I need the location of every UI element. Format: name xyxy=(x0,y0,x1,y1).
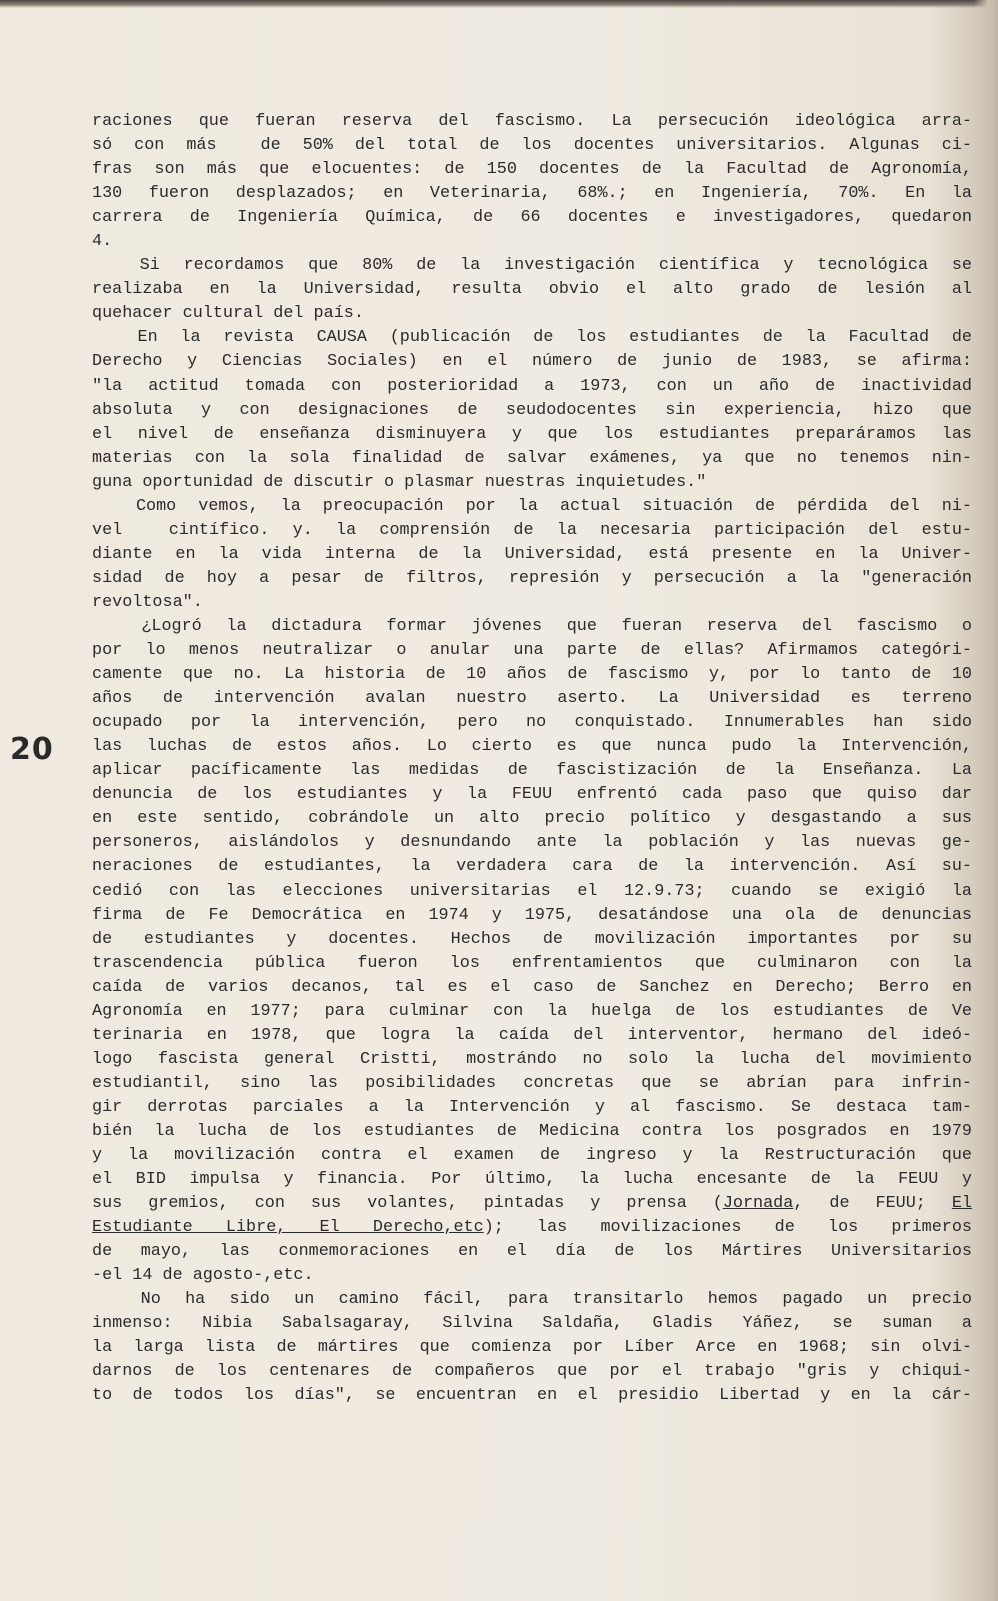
text-line xyxy=(92,1096,972,1120)
text-run: ); las movilizaciones de los primeros xyxy=(483,1218,972,1238)
text-line xyxy=(92,471,972,495)
text-line xyxy=(92,1072,972,1096)
text-line xyxy=(92,976,972,1000)
text-run: No ha sido un camino fácil, para transitarlo hemos pagado un precio xyxy=(92,1290,972,1310)
text-line xyxy=(92,134,972,158)
text-run: caída de varios decanos, tal es el caso de Sanchez en Derecho; Berro en xyxy=(92,977,972,997)
underlined-title: Jornada xyxy=(722,1194,794,1214)
text-line xyxy=(92,1312,972,1336)
text-line xyxy=(92,543,972,567)
text-run: firma de Fe Democrática en 1974 y 1975, desatándose una ola de denuncias xyxy=(92,905,972,925)
text-line xyxy=(92,591,972,615)
text-run: denuncia de los estudiantes y la FEUU enfrentó cada paso que quiso dar xyxy=(92,785,972,805)
text-run: -el 14 de agosto-,etc. xyxy=(92,1266,314,1286)
text-line xyxy=(92,639,972,663)
text-run: de mayo, las conmemoraciones en el día de los Mártires Universitarios xyxy=(92,1242,972,1262)
text-line xyxy=(92,807,972,831)
text-run: revoltosa". xyxy=(92,592,203,612)
text-run: las luchas de estos años. Lo cierto es que nunca pudo la Intervención, xyxy=(92,737,972,757)
text-line xyxy=(92,615,972,639)
text-line xyxy=(92,928,972,952)
text-line xyxy=(92,1024,972,1048)
text-run: Si recordamos que 80% de la investigación científica y tecnológica se xyxy=(92,256,972,276)
text-run: materias con la sola finalidad de salvar exámenes, ya que no tenemos nin- xyxy=(92,448,972,468)
text-line xyxy=(92,1000,972,1024)
text-line xyxy=(92,759,972,783)
body-text xyxy=(92,110,972,1409)
text-run: absoluta y con designaciones de seudodocentes sin experiencia, hizo que xyxy=(92,400,972,420)
text-line xyxy=(92,254,972,278)
text-line xyxy=(92,326,972,350)
text-line xyxy=(92,375,972,399)
text-line xyxy=(92,1240,972,1264)
text-line xyxy=(92,495,972,519)
text-run: aplicar pacíficamente las medidas de fascistización de la Enseñanza. La xyxy=(92,761,972,781)
text-line xyxy=(92,904,972,928)
text-run: personeros, aislándolos y desnundando ante la población y las nuevas ge- xyxy=(92,833,972,853)
text-run: darnos de los centenares de compañeros que por el trabajo "gris y chiqui- xyxy=(92,1362,972,1382)
underlined-title: Estudiante Libre, El Derecho,etc xyxy=(92,1218,484,1238)
text-run: , de FEUU; xyxy=(793,1194,952,1214)
text-run: En la revista CAUSA (publicación de los estudiantes de la Facultad de xyxy=(92,328,972,348)
text-run: ¿Logró la dictadura formar jóvenes que fueran reserva del fascismo o xyxy=(92,616,972,636)
text-run: trascendencia pública fueron los enfrentamientos que culminaron con la xyxy=(92,953,972,973)
text-run: Como vemos, la preocupación por la actual situación de pérdida del ni- xyxy=(92,496,972,516)
text-run: neraciones de estudiantes, la verdadera cara de la intervención. Así su- xyxy=(92,857,972,877)
text-line xyxy=(92,735,972,759)
text-run: la larga lista de mártires que comienza por Líber Arce en 1968; sin olvi- xyxy=(92,1338,972,1358)
text-run: Agronomía en 1977; para culminar con la huelga de los estudiantes de Ve xyxy=(92,1001,972,1021)
text-run: "la actitud tomada con posterioridad a 1973, con un año de inactividad xyxy=(92,376,972,396)
text-line xyxy=(92,567,972,591)
text-line xyxy=(92,663,972,687)
scan-top-edge xyxy=(0,0,998,8)
text-line xyxy=(92,711,972,735)
text-run: por lo menos neutralizar o anular una parte de ellas? Afirmamos categóri- xyxy=(92,641,972,661)
text-line xyxy=(92,1192,972,1216)
text-line xyxy=(92,1288,972,1312)
text-line xyxy=(92,158,972,182)
text-line xyxy=(92,783,972,807)
text-run: inmenso: Nibia Sabalsagaray, Silvina Saldaña, Gladis Yáñez, se suman a xyxy=(92,1314,972,1334)
text-line xyxy=(92,1144,972,1168)
text-run: estudiantil, sino las posibilidades concretas que se abrían para infrin- xyxy=(92,1073,972,1093)
text-line xyxy=(92,302,972,326)
text-run: gir derrotas parciales a la Intervención y al fascismo. Se destaca tam- xyxy=(92,1097,972,1117)
text-run: cedió con las elecciones universitarias el 12.9.73; cuando se exigió la xyxy=(92,881,972,901)
text-run: quehacer cultural del país. xyxy=(92,304,364,324)
text-run: ocupado por la intervención, pero no conquistado. Innumerables han sido xyxy=(92,713,972,733)
text-run: to de todos los días", se encuentran en el presidio Libertad y en la cár- xyxy=(92,1386,972,1406)
scan-right-edge xyxy=(974,0,998,1601)
text-run: fras son más que elocuentes: de 150 docentes de la Facultad de Agronomía, xyxy=(92,160,972,180)
text-run: realizaba en la Universidad, resulta obvio el alto grado de lesión al xyxy=(92,280,972,300)
text-run: sus gremios, con sus volantes, pintadas y prensa ( xyxy=(92,1194,723,1214)
text-run: sidad de hoy a pesar de filtros, represión y persecución a la "generación xyxy=(92,568,972,588)
text-line xyxy=(92,1360,972,1384)
text-run: años de intervención avalan nuestro aserto. La Universidad es terreno xyxy=(92,689,972,709)
text-run: logo fascista general Cristti, mostrándo no solo la lucha del movimiento xyxy=(92,1049,972,1069)
text-run: el BID impulsa y financia. Por último, la lucha encesante de la FEUU y xyxy=(92,1170,972,1190)
text-run: guna oportunidad de discutir o plasmar nuestras inquietudes." xyxy=(92,472,707,492)
text-run: camente que no. La historia de 10 años de fascismo y, por lo tanto de 10 xyxy=(92,665,972,685)
text-line xyxy=(92,230,972,254)
text-line xyxy=(92,182,972,206)
text-run: de estudiantes y docentes. Hechos de movilización importantes por su xyxy=(92,929,972,949)
text-line xyxy=(92,1120,972,1144)
text-run: Derecho y Ciencias Sociales) en el número de junio de 1983, se afirma: xyxy=(92,352,972,372)
text-run: carrera de Ingeniería Química, de 66 docentes e investigadores, quedaron xyxy=(92,208,972,228)
text-line xyxy=(92,1048,972,1072)
text-run: en este sentido, cobrándole un alto precio político y desgastando a sus xyxy=(92,809,972,829)
text-run: el nivel de enseñanza disminuyera y que los estudiantes preparáramos las xyxy=(92,424,972,444)
text-line xyxy=(92,952,972,976)
text-run: só con más de 50% del total de los docentes universitarios. Algunas ci- xyxy=(92,136,972,156)
text-run: terinaria en 1978, que logra la caída del interventor, hermano del ideó- xyxy=(92,1025,972,1045)
text-line xyxy=(92,447,972,471)
text-line xyxy=(92,519,972,543)
text-line xyxy=(92,1168,972,1192)
page-number: 20 xyxy=(10,732,54,767)
text-run: y la movilización contra el examen de ingreso y la Restructuración que xyxy=(92,1146,972,1166)
text-run: diante en la vida interna de la Universidad, está presente en la Univer- xyxy=(92,544,972,564)
text-line xyxy=(92,110,972,134)
text-line xyxy=(92,350,972,374)
text-line xyxy=(92,1336,972,1360)
text-run: bién la lucha de los estudiantes de Medicina contra los posgrados en 1979 xyxy=(92,1121,972,1141)
text-run: 130 fueron desplazados; en Veterinaria, 68%.; en Ingeniería, 70%. En la xyxy=(92,184,972,204)
text-line xyxy=(92,278,972,302)
text-run: vel cintífico. y. la comprensión de la necesaria participación del estu- xyxy=(92,520,972,540)
text-line xyxy=(92,831,972,855)
text-run: raciones que fueran reserva del fascismo. La persecución ideológica arra- xyxy=(92,112,972,131)
text-line xyxy=(92,206,972,230)
text-line xyxy=(92,423,972,447)
text-line xyxy=(92,1264,972,1288)
text-line xyxy=(92,855,972,879)
text-run: 4. xyxy=(92,232,113,252)
underlined-title: El xyxy=(951,1194,972,1214)
text-line xyxy=(92,687,972,711)
text-line xyxy=(92,1384,972,1408)
text-line xyxy=(92,880,972,904)
text-line xyxy=(92,399,972,423)
text-line xyxy=(92,1216,972,1240)
